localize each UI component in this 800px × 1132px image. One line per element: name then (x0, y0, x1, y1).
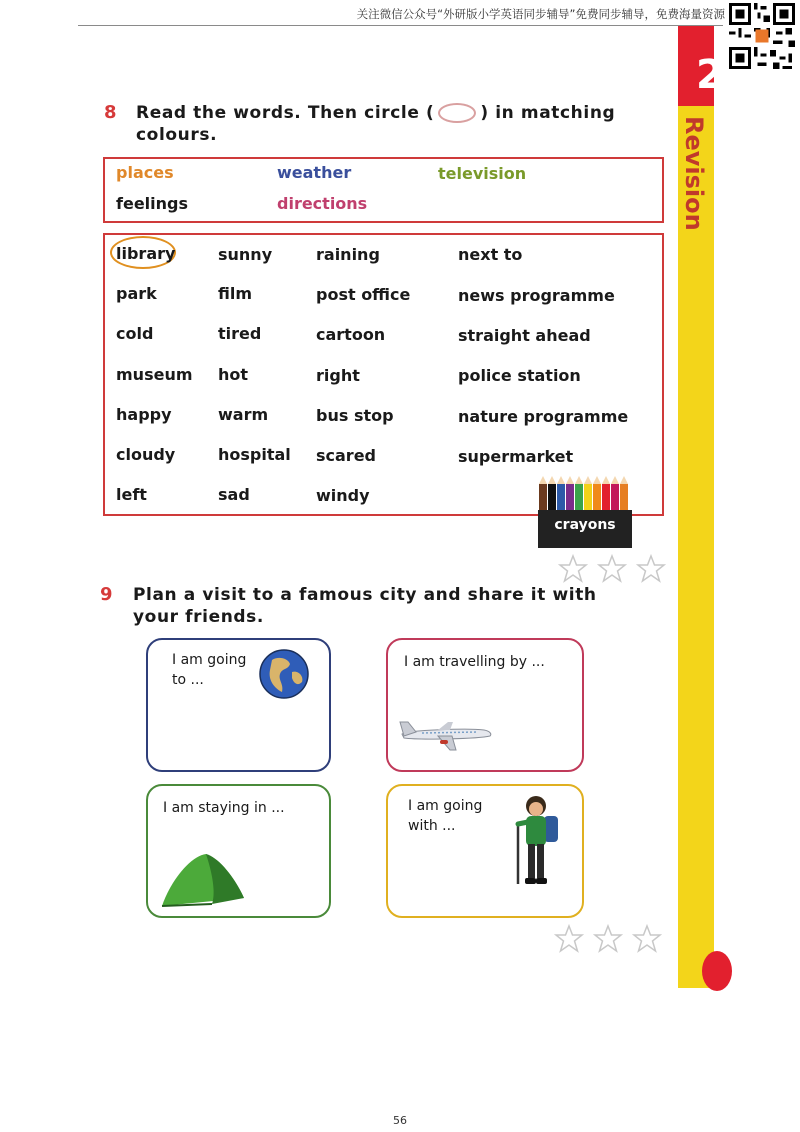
word-supermarket: supermarket (458, 447, 574, 466)
card-staying-in-text: I am staying in ... (163, 800, 285, 816)
tent-icon (160, 852, 246, 908)
word-cartoon: cartoon (316, 325, 386, 344)
word-film: film (218, 284, 253, 303)
category-directions: directions (277, 194, 368, 213)
star-icon (560, 556, 586, 581)
word-library: library (116, 244, 176, 263)
category-places: places (116, 163, 174, 182)
word-cloudy: cloudy (116, 445, 176, 464)
category-box (103, 157, 664, 223)
word-post-office: post office (316, 285, 411, 304)
word-happy: happy (116, 405, 172, 424)
qr-code-icon (729, 3, 795, 69)
word-raining: raining (316, 245, 380, 264)
oval-icon (438, 103, 476, 123)
word-nature-programme: nature programme (458, 407, 629, 426)
word-scared: scared (316, 446, 376, 465)
word-left: left (116, 485, 147, 504)
category-television: television (438, 164, 527, 183)
star-icon (638, 556, 664, 581)
crayons-label: crayons (538, 510, 632, 548)
word-museum: museum (116, 365, 193, 384)
star-icon (599, 556, 625, 581)
star-icon (595, 926, 621, 951)
airplane-icon (398, 716, 494, 752)
category-weather: weather (277, 163, 352, 182)
card-going-with-text: I am going with ... (408, 798, 483, 834)
card-travelling-by-text: I am travelling by ... (404, 654, 545, 670)
rating-stars (558, 554, 666, 584)
word-sunny: sunny (218, 245, 273, 264)
hiker-icon (508, 794, 564, 888)
header-promo-text: 关注微信公众号“外研版小学英语同步辅导”免费同步辅导，免费海量资源 (356, 7, 725, 21)
word-park: park (116, 284, 157, 303)
exercise-8-number: 8 (104, 102, 117, 123)
exercise-9-number: 9 (100, 584, 113, 605)
word-warm: warm (218, 405, 269, 424)
textbook-page (78, 26, 724, 988)
word-straight-ahead: straight ahead (458, 326, 591, 345)
side-tab-bottom (702, 951, 732, 991)
page-number: 56 (393, 1114, 407, 1127)
word-sad: sad (218, 485, 250, 504)
exercise-9-instruction: Plan a visit to a famous city and share it with your friends. (133, 585, 597, 627)
side-tab-number: 2 (696, 52, 724, 98)
word-news-programme: news programme (458, 286, 615, 305)
word-cold: cold (116, 324, 154, 343)
word-right: right (316, 366, 360, 385)
globe-icon (258, 648, 310, 700)
side-tab-word: Revision (680, 116, 708, 231)
word-bus-stop: bus stop (316, 406, 394, 425)
card-going-to-text: I am going to ... (172, 652, 247, 688)
category-feelings: feelings (116, 194, 188, 213)
word-tired: tired (218, 324, 262, 343)
rating-stars-2 (554, 924, 662, 954)
word-next-to: next to (458, 245, 523, 264)
exercise-8-instruction: Read the words. Then circle ( ) in matching colours. (136, 103, 616, 145)
star-icon (556, 926, 582, 951)
word-police-station: police station (458, 366, 581, 385)
star-icon (634, 926, 660, 951)
word-windy: windy (316, 486, 370, 505)
word-hospital: hospital (218, 445, 291, 464)
word-hot: hot (218, 365, 249, 384)
